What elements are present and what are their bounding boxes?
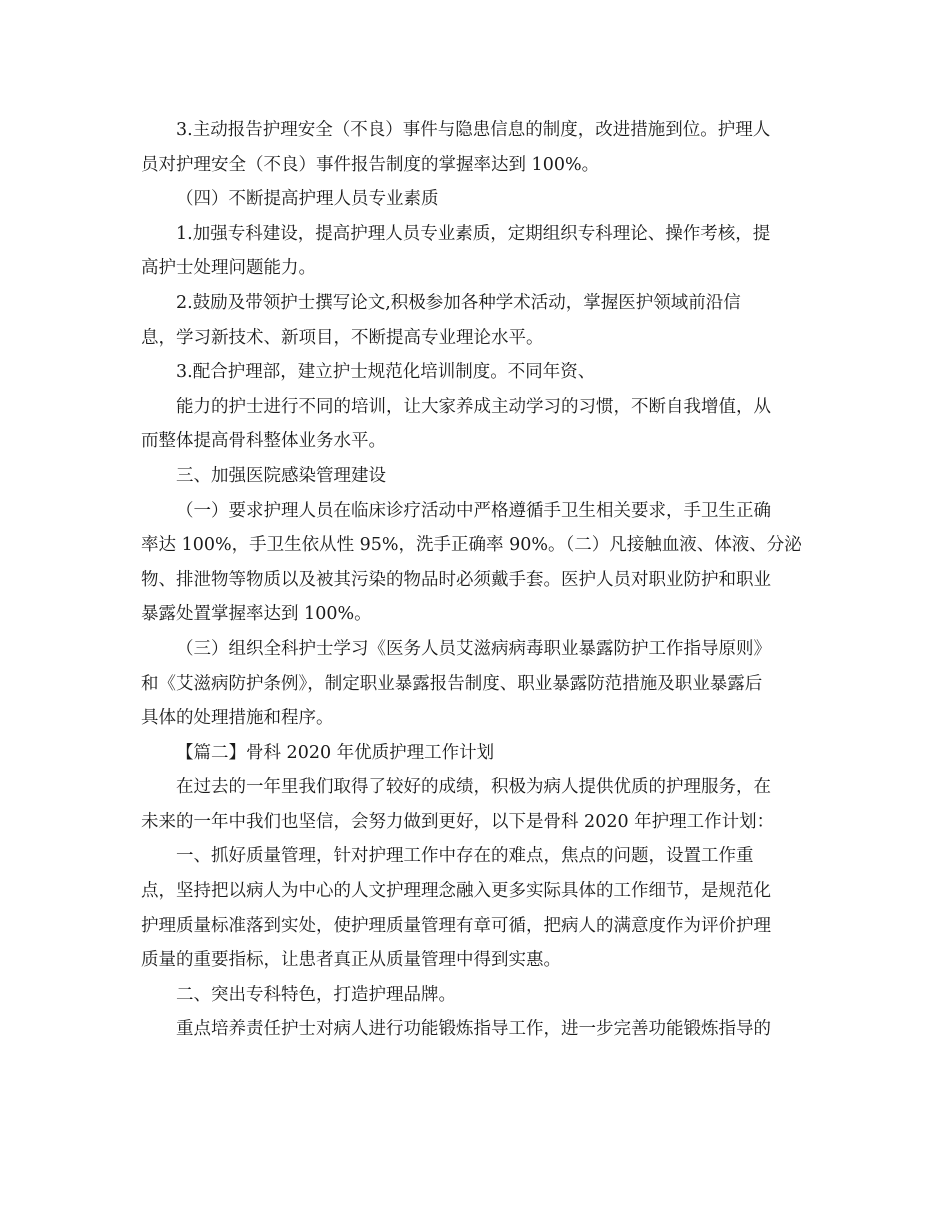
text-line: 在过去的一年里我们取得了较好的成绩，积极为病人提供优质的护理服务，在 [176, 777, 771, 798]
text-line: 息，学习新技术、新项目，不断提高专业理论水平。 [141, 327, 544, 348]
text-line: 率达 100%，手卫生依从性 95%，洗手正确率 90%。（二）凡接触血液、体液、分泌 [141, 535, 802, 556]
text-line: 物、排泄物等物质以及被其污染的物品时必须戴手套。医护人员对职业防护和职业 [141, 569, 771, 590]
text-line: 2.鼓励及带领护士撰写论文,积极参加各种学术活动，掌握医护领域前沿信 [176, 292, 741, 313]
text-line: 重点培养责任护士对病人进行功能锻炼指导工作，进一步完善功能锻炼指导的 [176, 1019, 771, 1040]
text-line: 高护士处理问题能力。 [141, 258, 316, 279]
text-line: 3.主动报告护理安全（不良）事件与隐患信息的制度，改进措施到位。护理人 [176, 120, 771, 140]
section-heading: （四）不断提高护理人员专业素质 [176, 189, 439, 210]
text-line: 而整体提高骨科整体业务水平。 [141, 431, 386, 452]
text-line: 1.加强专科建设，提高护理人员专业素质，定期组织专科理论、操作考核，提 [176, 223, 771, 244]
text-line: 护理质量标准落到实处，使护理质量管理有章可循，把病人的满意度作为评价护理 [141, 915, 771, 936]
text-line: 点，坚持把以病人为中心的人文护理理念融入更多实际具体的工作细节，是规范化 [141, 881, 771, 902]
text-line: 未来的一年中我们也坚信，会努力做到更好，以下是骨科 2020 年护理工作计划： [141, 811, 775, 832]
text-line: 和《艾滋病防护条例》，制定职业暴露报告制度、职业暴露防范措施及职业暴露后 [141, 673, 763, 694]
document-body [141, 113, 813, 1047]
text-line: 具体的处理措施和程序。 [141, 708, 334, 729]
text-line: （三）组织全科护士学习《医务人员艾滋病病毒职业暴露防护工作指导原则》 [176, 638, 771, 659]
text-line: 一、抓好质量管理，针对护理工作中存在的难点，焦点的问题，设置工作重 [176, 846, 754, 867]
text-line: 质量的重要指标，让患者真正从质量管理中得到实惠。 [141, 950, 561, 971]
text-line: （一）要求护理人员在临床诊疗活动中严格遵循手卫生相关要求，手卫生正确 [176, 500, 771, 521]
text-line: 暴露处置掌握率达到 100%。 [141, 604, 372, 625]
section-heading: 三、加强医院感染管理建设 [176, 465, 386, 486]
text-line: 3.配合护理部，建立护士规范化培训制度。不同年资、 [176, 362, 596, 383]
text-line: 员对护理安全（不良）事件报告制度的掌握率达到 100%。 [141, 154, 600, 175]
text-line: 能力的护士进行不同的培训，让大家养成主动学习的习惯，不断自我增值，从 [176, 396, 771, 417]
section-heading: 二、突出专科特色，打造护理品牌。 [176, 984, 456, 1005]
article-title: 【篇二】骨科 2020 年优质护理工作计划 [176, 742, 495, 763]
